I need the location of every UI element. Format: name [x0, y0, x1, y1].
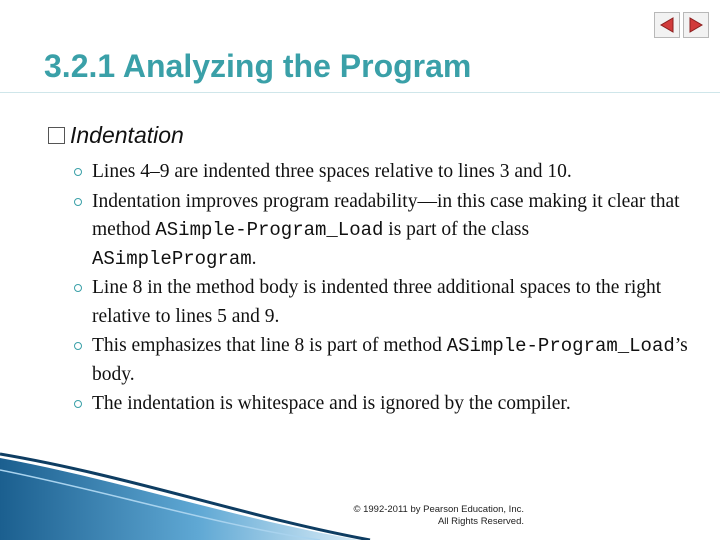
hollow-square-icon	[48, 127, 65, 144]
code-method-name: ASimple-Program_Load	[446, 335, 675, 357]
code-method-name: ASimple-Program_Load	[155, 219, 384, 241]
copyright-line: All Rights Reserved.	[437, 516, 524, 527]
code-class-name: ASimpleProgram	[92, 247, 252, 270]
right-triangle-icon	[687, 16, 705, 34]
heading-text: Indentation	[70, 122, 184, 148]
copyright-line: © 1992-2011 by Pearson Education, Inc.	[353, 504, 524, 515]
slide-title: 3.2.1 Analyzing the Program	[44, 48, 472, 84]
list-item	[72, 188, 692, 274]
hollow-circle-icon	[74, 168, 82, 176]
bullet-list	[72, 158, 692, 420]
title-divider	[0, 92, 720, 93]
hollow-circle-icon	[74, 198, 82, 206]
list-item	[72, 158, 692, 187]
bullet-text: The indentation is whitespace and is ignored by the compiler.	[92, 393, 571, 414]
hollow-circle-icon	[74, 284, 82, 292]
bullet-text: This emphasizes that line 8 is part of method	[92, 335, 447, 356]
left-triangle-icon	[658, 16, 676, 34]
bullet-text: ’s body.	[92, 335, 688, 385]
list-item	[72, 332, 692, 389]
list-item	[72, 274, 692, 331]
list-item	[72, 390, 692, 419]
nav-forward-button[interactable]	[683, 12, 709, 38]
hollow-circle-icon	[74, 342, 82, 350]
nav-back-button[interactable]	[654, 12, 680, 38]
bullet-text: is part of the class	[383, 219, 530, 240]
bullet-text: .	[251, 247, 257, 269]
section-heading	[48, 122, 184, 149]
bullet-text: Indentation improves program readability—in this case making it clear that method	[92, 190, 680, 240]
copyright-notice	[300, 504, 524, 528]
bullet-text: Line 8 in the method body is indented three additional spaces to the right relative to lines 5 and 9.	[92, 277, 662, 327]
hollow-circle-icon	[74, 400, 82, 408]
bullet-text: Lines 4–9 are indented three spaces relative to lines 3 and 10.	[92, 161, 572, 182]
